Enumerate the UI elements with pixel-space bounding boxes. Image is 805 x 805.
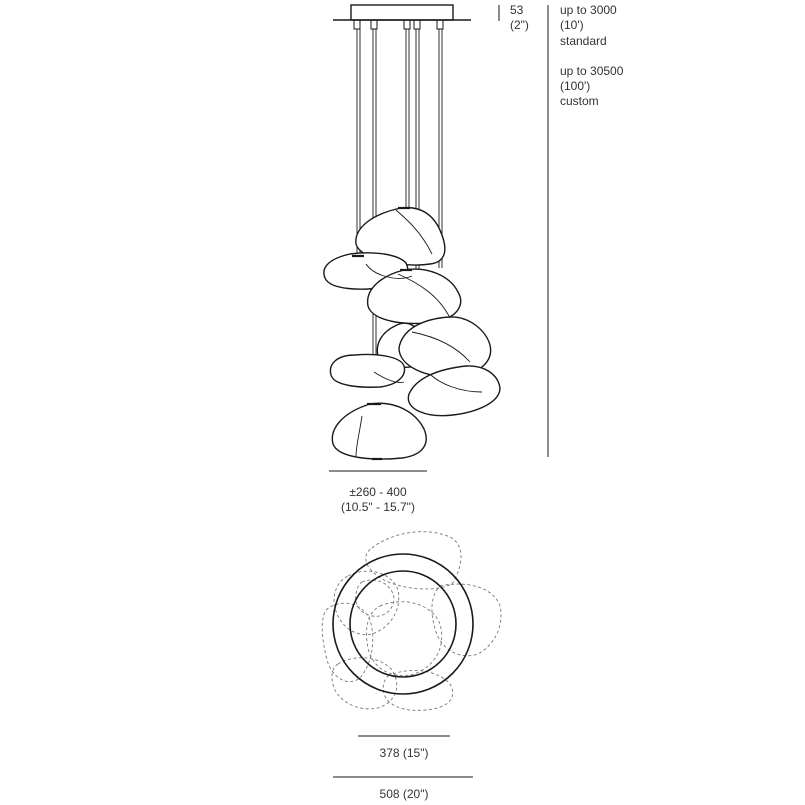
cable-length-custom-value: up to 30500	[560, 64, 624, 78]
dashed-shade-outlines	[322, 532, 501, 711]
cable-length-custom-label: custom	[560, 94, 599, 108]
canopy	[351, 5, 453, 20]
outer-diameter-label: 508 (20")	[379, 787, 429, 801]
canopy-height-mm: 53	[510, 3, 524, 17]
inner-diameter-ring	[350, 571, 456, 677]
inner-diameter-label: 378 (15")	[379, 746, 429, 760]
cable-length-standard-label: standard	[560, 34, 607, 48]
outer-diameter-ring	[333, 554, 473, 694]
shade-8	[332, 403, 426, 459]
cable-length-standard-value: up to 3000	[560, 3, 617, 17]
cable-length-custom-imperial: (100')	[560, 79, 591, 93]
cable-length-standard-imperial: (10')	[560, 18, 584, 32]
plan-view	[322, 532, 501, 711]
cluster-width-mm: ±260 - 400	[349, 485, 407, 499]
glass-shades	[324, 208, 500, 459]
shade-7	[408, 366, 500, 416]
shade-6	[330, 354, 404, 387]
cable-grips	[354, 20, 443, 29]
canopy-height-in: (2")	[510, 18, 529, 32]
side-elevation	[324, 5, 500, 459]
cluster-width-in: (10.5" - 15.7")	[341, 500, 415, 514]
